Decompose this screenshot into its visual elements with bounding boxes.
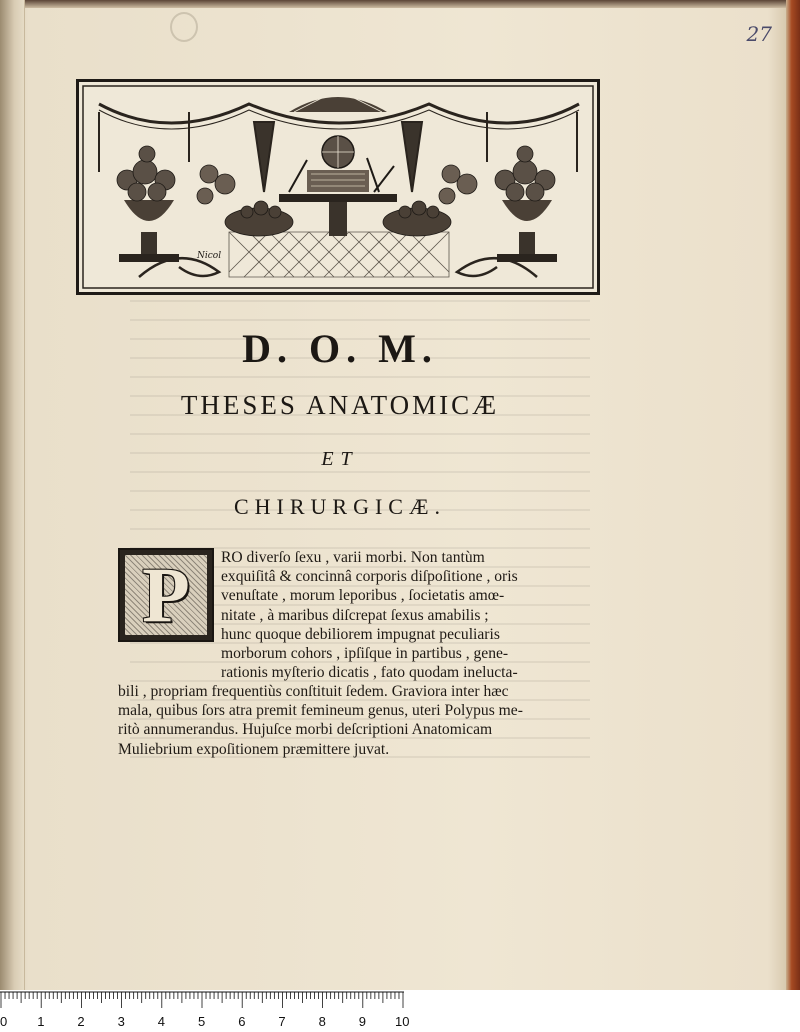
- paragraph-indented: [221, 548, 518, 682]
- text-line: hunc quoque debiliorem impugnat peculiaris: [221, 625, 500, 643]
- ruler-label: 1: [37, 1014, 45, 1029]
- text-line: nitate , à maribus diſcrepat ſexus amabilis ;: [221, 606, 489, 624]
- ruler-label: 4: [157, 1014, 166, 1029]
- ornamental-headpiece: [76, 79, 600, 295]
- text-line: bili , propriam frequentiùs conſtituit ſedem. Graviora inter hæc: [118, 683, 509, 700]
- title-conjunction: ET: [321, 448, 359, 470]
- text-line: rationis myſterio dicatis , fato quodam ineluctа-: [221, 664, 518, 682]
- ruler-label: 7: [278, 1014, 286, 1029]
- ruler-label: 10: [395, 1014, 410, 1029]
- page-number: 27: [746, 22, 772, 46]
- ruler-label: 2: [77, 1014, 85, 1029]
- ruler-label: 3: [117, 1014, 125, 1029]
- decorated-initial: [118, 548, 214, 642]
- main-title: THESES ANATOMICÆ: [180, 390, 500, 420]
- ruler-label: 8: [318, 1014, 326, 1029]
- text-line: morborum cohors , ipſiſque in partibus , gene-: [221, 644, 509, 662]
- text-line: RO diverſo ſexu , varii morbi. Non tantùm: [221, 549, 485, 566]
- ruler-label: 5: [198, 1014, 206, 1029]
- paragraph-full: [118, 682, 523, 759]
- text-line: ritò annumerandus. Hujuſce morbi deſcriptioni Anatomicam: [118, 721, 493, 739]
- initial-letter: P: [142, 551, 190, 638]
- headpiece-engraving: [79, 82, 597, 292]
- page-top-edge: [0, 0, 800, 8]
- library-stamp: [170, 12, 198, 42]
- ruler-label: 6: [238, 1014, 246, 1029]
- text-line: venuſtate , morum leporibus , ſocietatis amœ-: [221, 587, 505, 605]
- text-line: Muliebrium expoſitionem præmittere juvat.: [118, 740, 390, 758]
- text-line: mala, quibus ſors atra premit femineum genus, uteri Polypus me-: [118, 702, 523, 720]
- engraver-signature: Nicol: [197, 251, 222, 261]
- ruler-label: 0: [0, 1014, 8, 1029]
- subtitle: CHIRURGICÆ.: [233, 494, 447, 519]
- ruler-label: 9: [358, 1014, 367, 1029]
- dedication-heading: D. O. M.: [242, 326, 438, 371]
- book-cover-edge: [786, 0, 800, 990]
- text-line: exquiſitâ & concinnâ corporis diſpoſitione , oris: [221, 568, 518, 586]
